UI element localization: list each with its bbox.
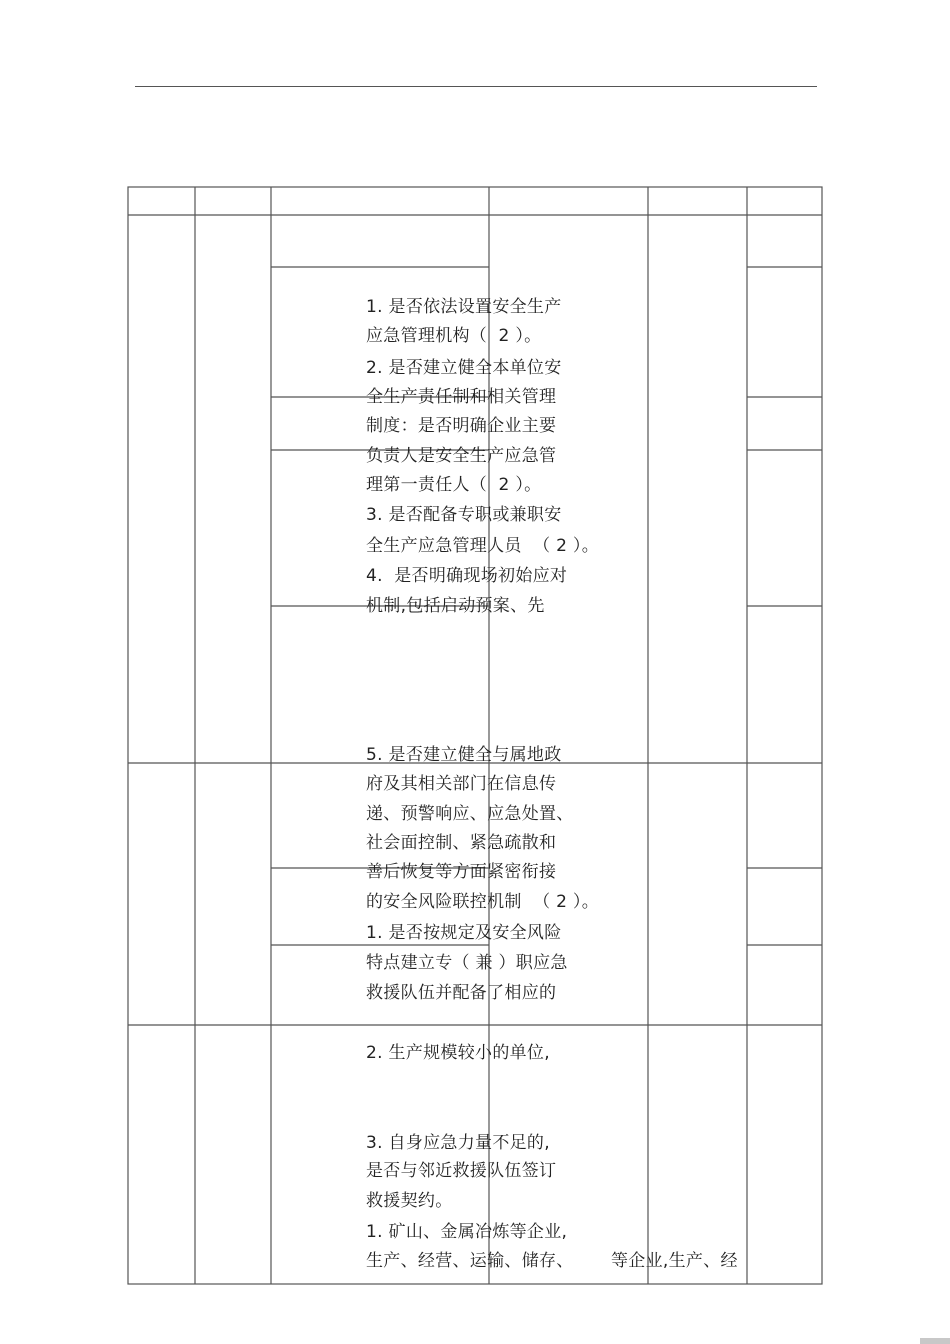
body-line: 理第一责任人（ 2 ）。 — [366, 475, 542, 495]
body-line: 3. 是否配备专职或兼职安 — [366, 505, 562, 525]
body-line: 2. 生产规模较小的单位, — [366, 1043, 550, 1063]
body-line: 1. 矿山、金属冶炼等企业, — [366, 1222, 568, 1242]
body-line: 4. 是否明确现场初始应对 — [366, 566, 568, 586]
body-line: 是否与邻近救援队伍签订 — [366, 1161, 557, 1181]
body-line: 全生产责任制和相关管理 — [366, 387, 557, 407]
body-line: 1. 是否依法设置安全生产 — [366, 297, 562, 317]
body-line: 生产、经营、运输、储存、 — [366, 1251, 574, 1271]
body-line: 机制,包括启动预案、先 — [366, 596, 545, 616]
body-line: 2. 是否建立健全本单位安 — [366, 358, 562, 378]
body-line: 社会面控制、紧急疏散和 — [366, 833, 557, 853]
body-line: 负责人是安全生产应急管 — [366, 446, 557, 466]
body-line: 递、预警响应、应急处置、 — [366, 804, 574, 824]
body-line: 救援契约。 — [366, 1191, 453, 1211]
body-line: 5. 是否建立健全与属地政 — [366, 745, 562, 765]
body-line: 全生产应急管理人员 （ 2 ）。 — [366, 536, 600, 556]
page-corner-mark — [920, 1338, 950, 1344]
body-line: 应急管理机构（ 2 ）。 — [366, 326, 542, 346]
body-line-tail: 等企业,生产、经 — [611, 1251, 738, 1271]
body-line: 3. 自身应急力量不足的, — [366, 1133, 550, 1153]
body-line: 善后恢复等方面紧密衔接 — [366, 862, 557, 882]
body-line: 救援队伍并配备了相应的 — [366, 983, 557, 1003]
body-line: 1. 是否按规定及安全风险 — [366, 923, 562, 943]
body-line: 特点建立专（ 兼 ）职应急 — [366, 953, 568, 973]
body-line: 的安全风险联控机制 （ 2 ）。 — [366, 892, 600, 912]
body-line: 府及其相关部门在信息传 — [366, 774, 557, 794]
body-line: 制度：是否明确企业主要 — [366, 416, 557, 436]
